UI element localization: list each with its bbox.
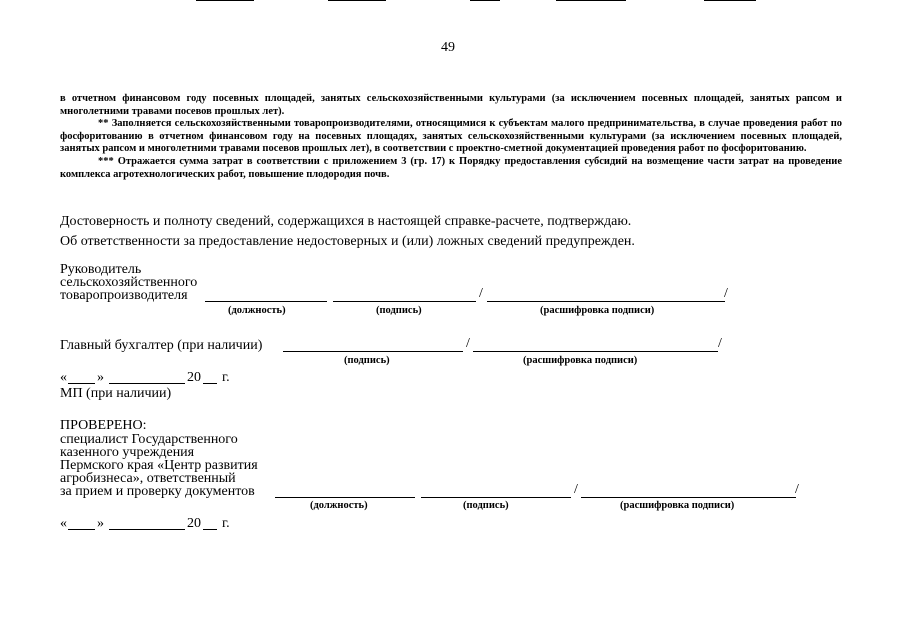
date-quote-open: « [60,370,67,385]
verified-line-5: за прием и проверку документов [60,484,255,499]
caption-decoding: (расшифровка подписи) [540,305,655,316]
date-year-suffix: г. [222,370,230,385]
date-year-prefix: 20 [187,516,201,531]
head-position-field[interactable] [205,301,327,302]
certification-line-2: Об ответственности за предоставление недостоверных и (или) ложных сведений предупрежден. [60,234,635,249]
accountant-signature-field[interactable] [283,351,463,352]
top-rule [556,0,626,1]
separator-slash: / [795,482,799,497]
verified-line-4: агробизнеса», ответственный [60,471,236,486]
date-day-field[interactable] [68,383,95,384]
verified-line-2: казенного учреждения [60,445,195,460]
certification-line-1: Достоверность и полноту сведений, содержащихся в настоящей справке-расчете, подтверждаю. [60,214,632,229]
date-quote-close: » [97,370,104,385]
footnote-double-star: ** Заполняется сельскохозяйственными товаропроизводителями, относящимися к субъектам малого предпринимательства, в случае проведения работ по фосфоритованию в отчетном финансовом году на посевных площадях, занятых сельскохозяйственными культурами (за исключением посевных площадей, занятых рапсом и многолетними травами посевов прошлых лет), в соответствии с проектно-сметной документацией проведения работ по фосфоритованию. [60,118,842,155]
page-number: 49 [441,40,455,55]
caption-signature: (подпись) [376,305,422,316]
top-rule [470,0,500,1]
accountant-decoding-field[interactable] [473,351,718,352]
date-day-field[interactable] [68,529,95,530]
date-quote-open: « [60,516,67,531]
date-year-field[interactable] [203,383,217,384]
caption-position: (должность) [310,500,368,511]
date-quote-close: » [97,516,104,531]
verifier-signature-field[interactable] [421,497,571,498]
top-rule [328,0,386,1]
separator-slash: / [724,286,728,301]
verified-heading: ПРОВЕРЕНО: [60,418,147,433]
separator-slash: / [718,336,722,351]
footnote-continuation: в отчетном финансовом году посевных площадей, занятых сельскохозяйственными культурами (за исключением посевных площадей, занятых рапсом и многолетними травами посевов прошлых лет). [60,93,842,117]
date-month-field[interactable] [109,383,185,384]
caption-signature: (подпись) [463,500,509,511]
date-year-field[interactable] [203,529,217,530]
date-year-prefix: 20 [187,370,201,385]
caption-position: (должность) [228,305,286,316]
top-rule [196,0,254,1]
head-label-line-1: Руководитель [60,262,142,277]
separator-slash: / [574,482,578,497]
date-month-field[interactable] [109,529,185,530]
caption-decoding: (расшифровка подписи) [523,355,638,366]
separator-slash: / [479,286,483,301]
footnotes [60,93,842,181]
head-label-line-3: товаропроизводителя [60,288,188,303]
head-signature-field[interactable] [333,301,476,302]
stamp-label: МП (при наличии) [60,386,172,401]
verified-line-3: Пермского края «Центр развития [60,458,258,473]
verified-line-1: специалист Государственного [60,432,238,447]
head-label-line-2: сельскохозяйственного [60,275,198,290]
caption-signature: (подпись) [344,355,390,366]
verifier-decoding-field[interactable] [581,497,796,498]
date-year-suffix: г. [222,516,230,531]
caption-decoding: (расшифровка подписи) [620,500,735,511]
head-decoding-field[interactable] [487,301,725,302]
footnote-triple-star: *** Отражается сумма затрат в соответствии с приложением 3 (гр. 17) к Порядку предоставления субсидий на возмещение части затрат на проведение комплекса агротехнологических работ, повышение плодородия почв. [60,155,842,180]
accountant-label: Главный бухгалтер (при наличии) [60,338,263,353]
verifier-position-field[interactable] [275,497,415,498]
top-rule [704,0,756,1]
separator-slash: / [466,336,470,351]
